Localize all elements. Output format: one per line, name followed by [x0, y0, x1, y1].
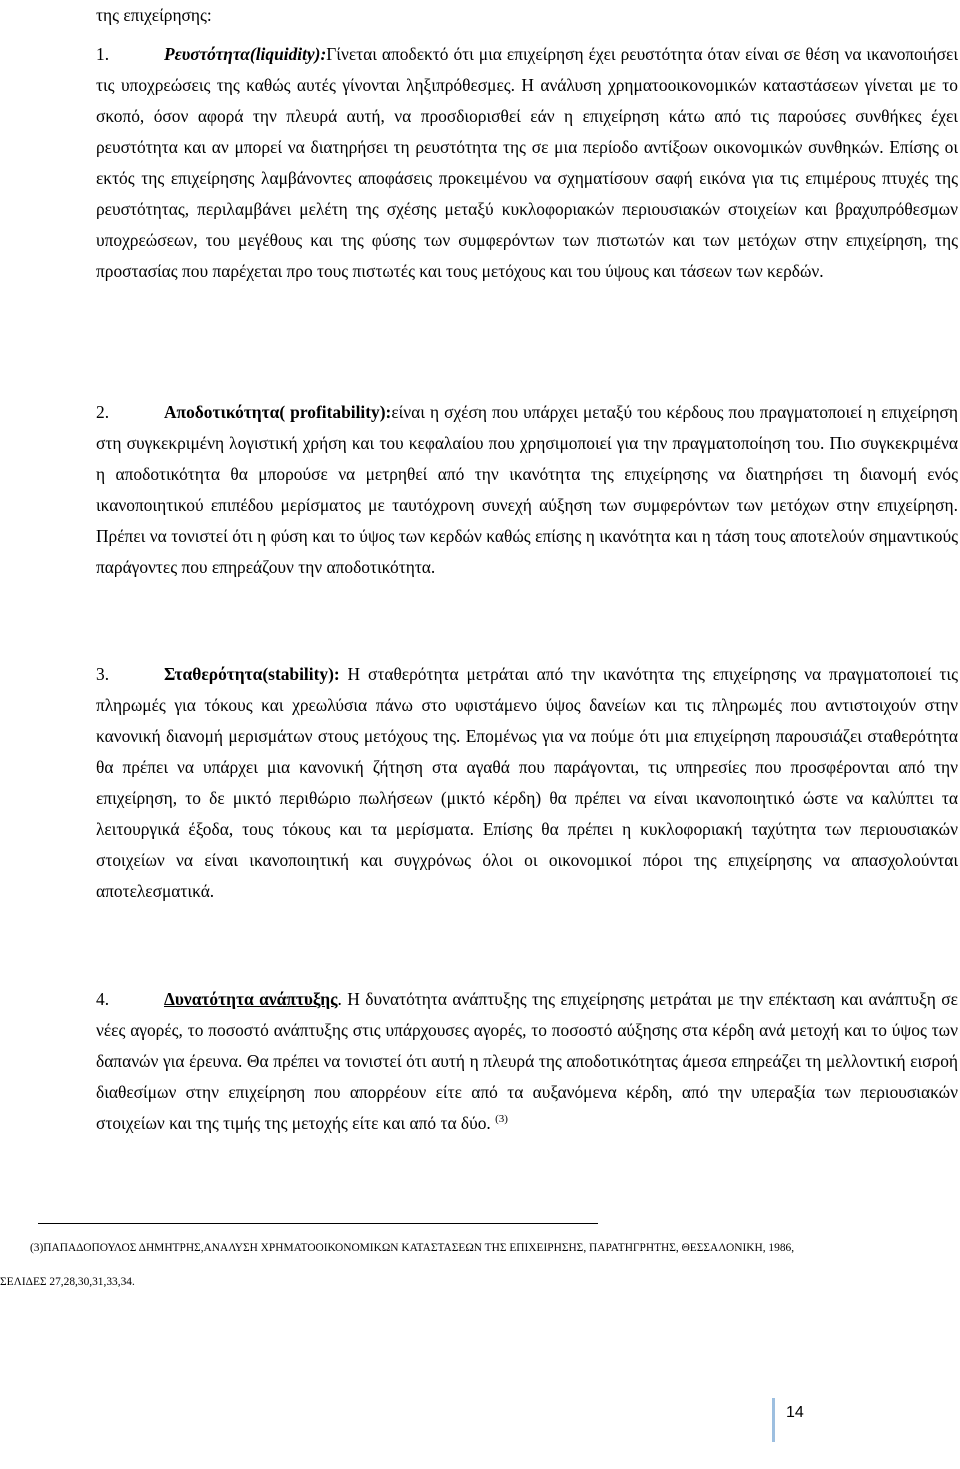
footnote-line-1: (3)ΠΑΠΑΔΟΠΟΥΛΟΣ ΔΗΜΗΤΡΗΣ,ΑΝΑΛΥΣΗ ΧΡΗΜΑΤΟΟΙΚΟΝΟΜΙΚΩΝ ΚΑΤΑΣΤΑΣΕΩΝ ΤΗΣ ΕΠΙΧΕΙΡΗΣΗΣ, ΠΑΡΑΤΗΓΡΗΤΗΣ, ΘΕΣΣΑΛΟΝΙΚΗ, 1986, — [30, 1242, 795, 1254]
footnote-divider — [38, 1223, 598, 1224]
item-number: 4. — [96, 989, 110, 1009]
item-term: Ρευστότητα(liquidity): — [164, 44, 327, 64]
item-term: Σταθερότητα(stability): — [164, 664, 340, 684]
item-number: 2. — [96, 402, 110, 422]
page-number: 14 — [786, 1404, 804, 1421]
list-item-profitability — [96, 397, 958, 583]
item-term: Δυνατότητα ανάπτυξης — [164, 989, 338, 1009]
item-term: Αποδοτικότητα( profitability): — [164, 402, 392, 422]
footnote-line-2: ΣΕΛΙΔΕΣ 27,28,30,31,33,34. — [0, 1276, 135, 1288]
intro-text: της επιχείρησης: — [96, 5, 212, 25]
list-item-liquidity — [96, 39, 958, 287]
item-text: Γίνεται αποδεκτό ότι μια επιχείρηση έχει ρευστότητα όταν είναι σε θέση να ικανοποιήσει τις υποχρεώσεις της καθώς αυτές γίνονται ληξιπρόθεσμες. Η ανάλυση χρηματοοικονομικών καταστάσεων γίνεται με το σκοπό, όσον αφορά την πλευρά αυτή, να προσδιορισθεί εάν η επιχείρηση κάτω από τις παρούσες συνθήκες έχει ρευστότητα και αν μπορεί να διατηρήσει τη ρευστότητα της σε μια περίοδο αντίξοων οικονομικών συνθηκών. Επίσης οι εκτός της επιχείρησης λαμβάνοντες αποφάσεις προκειμένου να σχηματίσουν σαφή εικόνα για τις επιμέρους πτυχές της ρευστότητας, περιλαμβάνει μελέτη της σχέσης μεταξύ κυκλοφοριακών περιουσιακών στοιχείων και βραχυπρόθεσμων υποχρεώσεων, του μεγέθους και της φύσης των συμφερόντων των πιστωτών και των μετόχων στην επιχείρηση, της προστασίας που παρέχεται προ τους πιστωτές και τους μετόχους και του ύψους και τάσεων των κερδών. — [96, 44, 958, 281]
item-number: 3. — [96, 664, 110, 684]
list-item-stability — [96, 659, 958, 907]
item-number: 1. — [96, 44, 110, 64]
item-text: είναι η σχέση που υπάρχει μεταξύ του κέρδους που πραγματοποιεί η επιχείρηση στη συγκεκριμένη λογιστική χρήση και του κεφαλαίου που χρησιμοποιεί για την πραγματοποίηση του. Πιο συγκεκριμένα η αποδοτικότητα θα μπορούσε να μετρηθεί από την ικανότητα της επιχείρησης να διατηρήσει τη διανομή ενός ικανοποιητικού επιπέδου μερίσματος με ταυτόχρονη συνεχή αύξηση των συμφερόντων των μετόχων στην επιχείρηση. Πρέπει να τονιστεί ότι η φύση και το ύψος των κερδών καθώς επίσης η ικανότητα και η τάση τους αποτελούν σημαντικούς παράγοντες που επηρεάζουν την αποδοτικότητα. — [96, 402, 958, 577]
footnote-reference[interactable]: (3) — [495, 1113, 508, 1126]
footnote — [0, 1231, 958, 1299]
list-item-growth — [96, 984, 958, 1139]
page-number-box — [772, 1398, 958, 1442]
item-text: Η σταθερότητα μετράται από την ικανότητα της επιχείρησης να πραγματοποιεί τις πληρωμές για τόκους και χρεωλύσια πάνω στο υφιστάμενο ύψος δανείων και τις πληρωμές που αντιστοιχούν στην κανονική διανομή μερισμάτων στους μετόχους της. Επομένως για να πούμε ότι μια επιχείρηση παρουσιάζει σταθερότητα θα πρέπει να υπάρχει μια κανονική ζήτηση στα αγαθά που παράγονται, τις υπηρεσίες που προσφέρονται από την επιχείρηση, το δε μικτό περιθώριο πωλήσεων (μικτό κέρδη) θα πρέπει να είναι ικανοποιητικό ώστε να καλύπτει τα λειτουργικά έξοδα, τους τόκους και τα μερίσματα. Επίσης θα πρέπει η κυκλοφοριακή ταχύτητα των περιουσιακών στοιχείων να είναι ικανοποιητική και συγχρόνως όλοι οι οικονομικοί πόροι της επιχείρησης να απασχολούνται αποτελεσματικά. — [96, 664, 958, 901]
item-text: . Η δυνατότητα ανάπτυξης της επιχείρησης μετράται με την επέκταση και ανάπτυξη σε νέες αγορές, το ποσοστό ανάπτυξης στις υπάρχουσες αγορές, το ποσοστό αύξησης στα κέρδη ανά μετοχή και το ύψος των δαπανών για έρευνα. Θα πρέπει να τονιστεί ότι αυτή η πλευρά της αποδοτικότητας άμεσα επηρεάζει τη μελλοντική εισροή διαθεσίμων στην επιχείρηση που απορρέουν είτε από τα αυξανόμενα κέρδη, από την υπεραξία των περιουσιακών στοιχείων και της τιμής της μετοχής είτε και από τα δύο. — [96, 989, 958, 1133]
page-number-accent-bar — [772, 1398, 775, 1442]
